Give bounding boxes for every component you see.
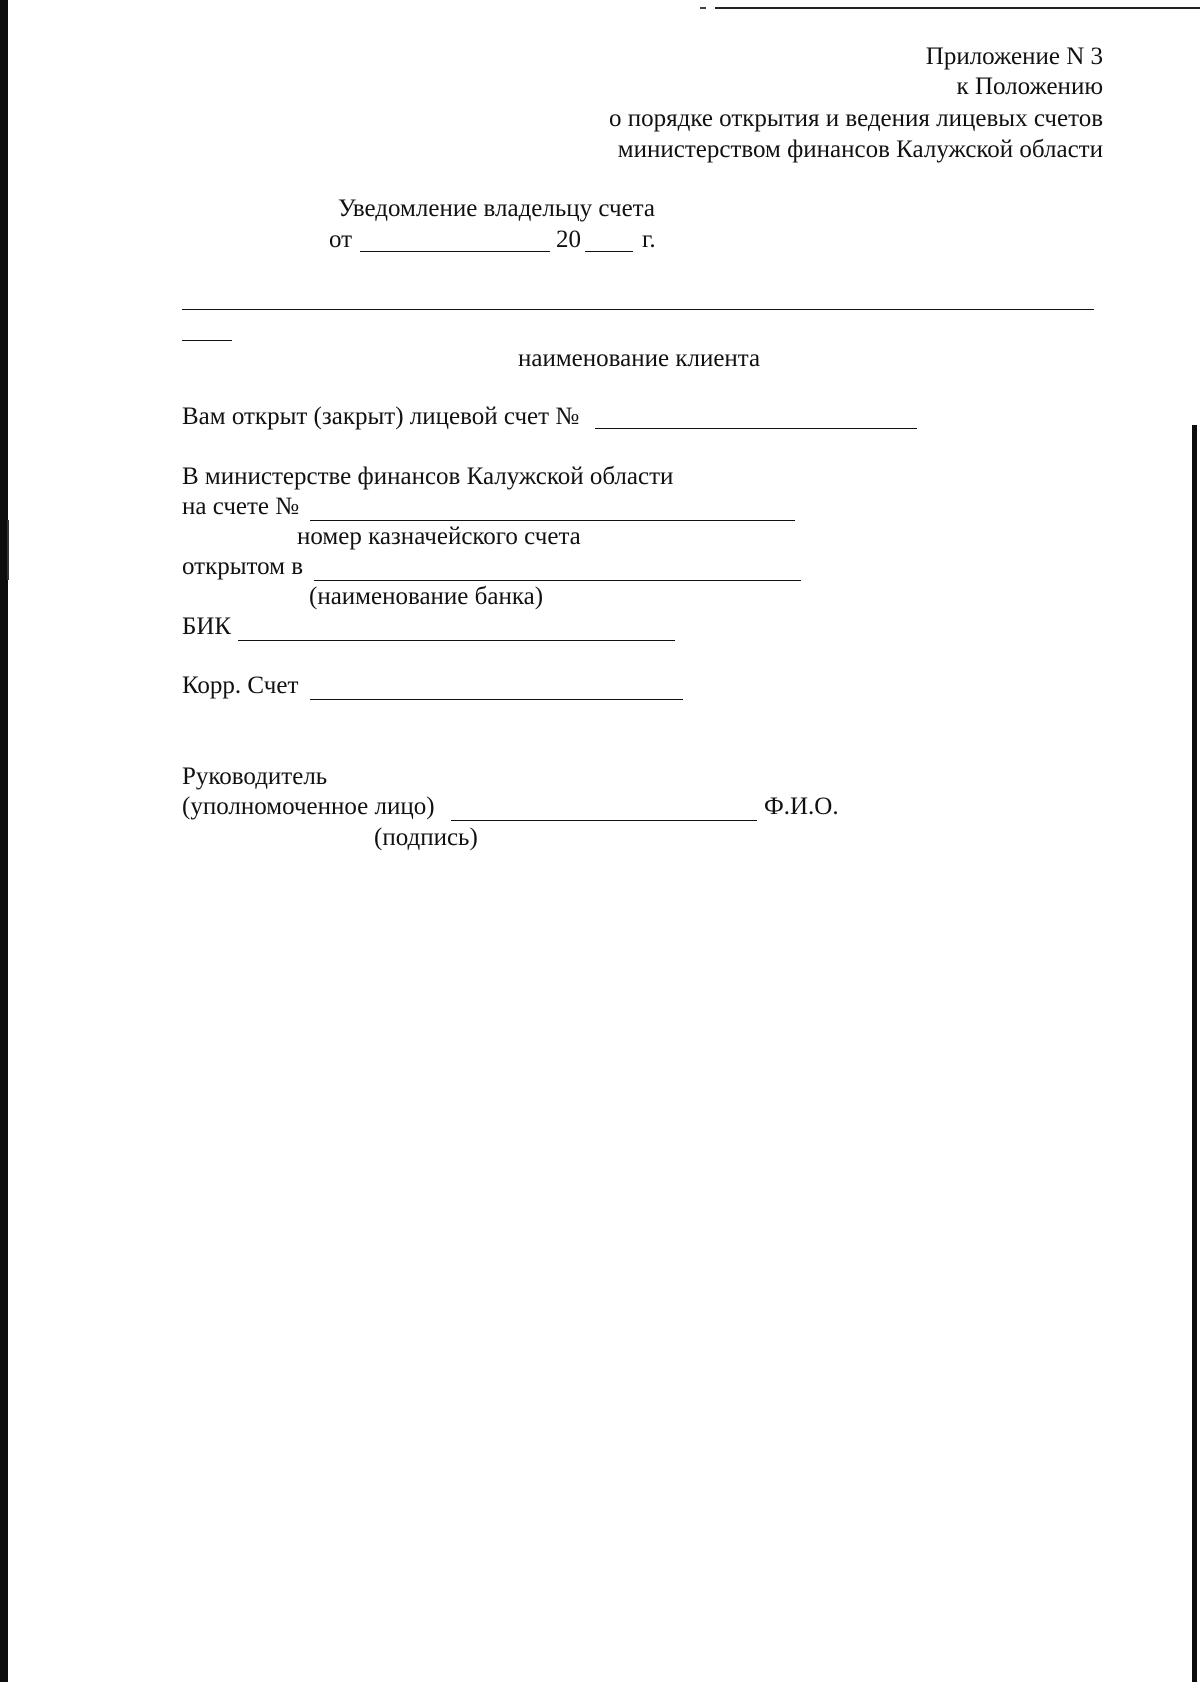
scan-edge-right [1192,425,1197,1682]
account-opened-label: Вам открыт (закрыт) лицевой счет № [182,403,580,430]
year-blank [585,251,633,252]
notice-title: Уведомление владельцу счета [338,195,656,222]
scan-top-line [715,7,1200,9]
year-suffix: г. [642,226,656,253]
ministry-line: В министерстве финансов Калужской области [182,463,674,490]
appendix-subject: о порядке открытия и ведения лицевых счетов [608,105,1103,132]
year-prefix: 20 [556,226,581,253]
scan-edge-left-mark [7,520,9,580]
scan-top-dash [700,7,706,9]
authorized-person-label: (уполномоченное лицо) [182,793,435,820]
bik-blank [238,640,675,641]
appendix-authority: министерством финансов Калужской области [617,136,1103,163]
scan-edge-left [0,0,8,1682]
client-name-blank [182,309,1094,310]
corr-account-blank [310,699,683,700]
client-name-caption: наименование клиента [518,345,761,372]
appendix-number: Приложение N 3 [925,43,1103,70]
account-number-blank [595,428,917,429]
treasury-account-caption: номер казначейского счета [297,523,581,550]
client-name-blank-continuation [182,340,232,341]
bik-label: БИК [182,613,232,640]
fio-label: Ф.И.О. [764,793,839,820]
corr-account-label: Корр. Счет [182,672,299,699]
signature-blank [451,820,757,821]
bank-label: открытом в [182,553,304,580]
appendix-reference: к Положению [956,73,1103,100]
bank-name-caption: (наименование банка) [309,583,544,610]
signature-caption: (подпись) [374,824,478,851]
bank-name-blank [314,580,801,581]
treasury-account-label: на счете № [182,493,300,520]
head-label: Руководитель [182,763,328,790]
date-prefix: от [329,226,353,253]
treasury-account-blank [310,520,795,521]
date-blank [360,251,550,252]
